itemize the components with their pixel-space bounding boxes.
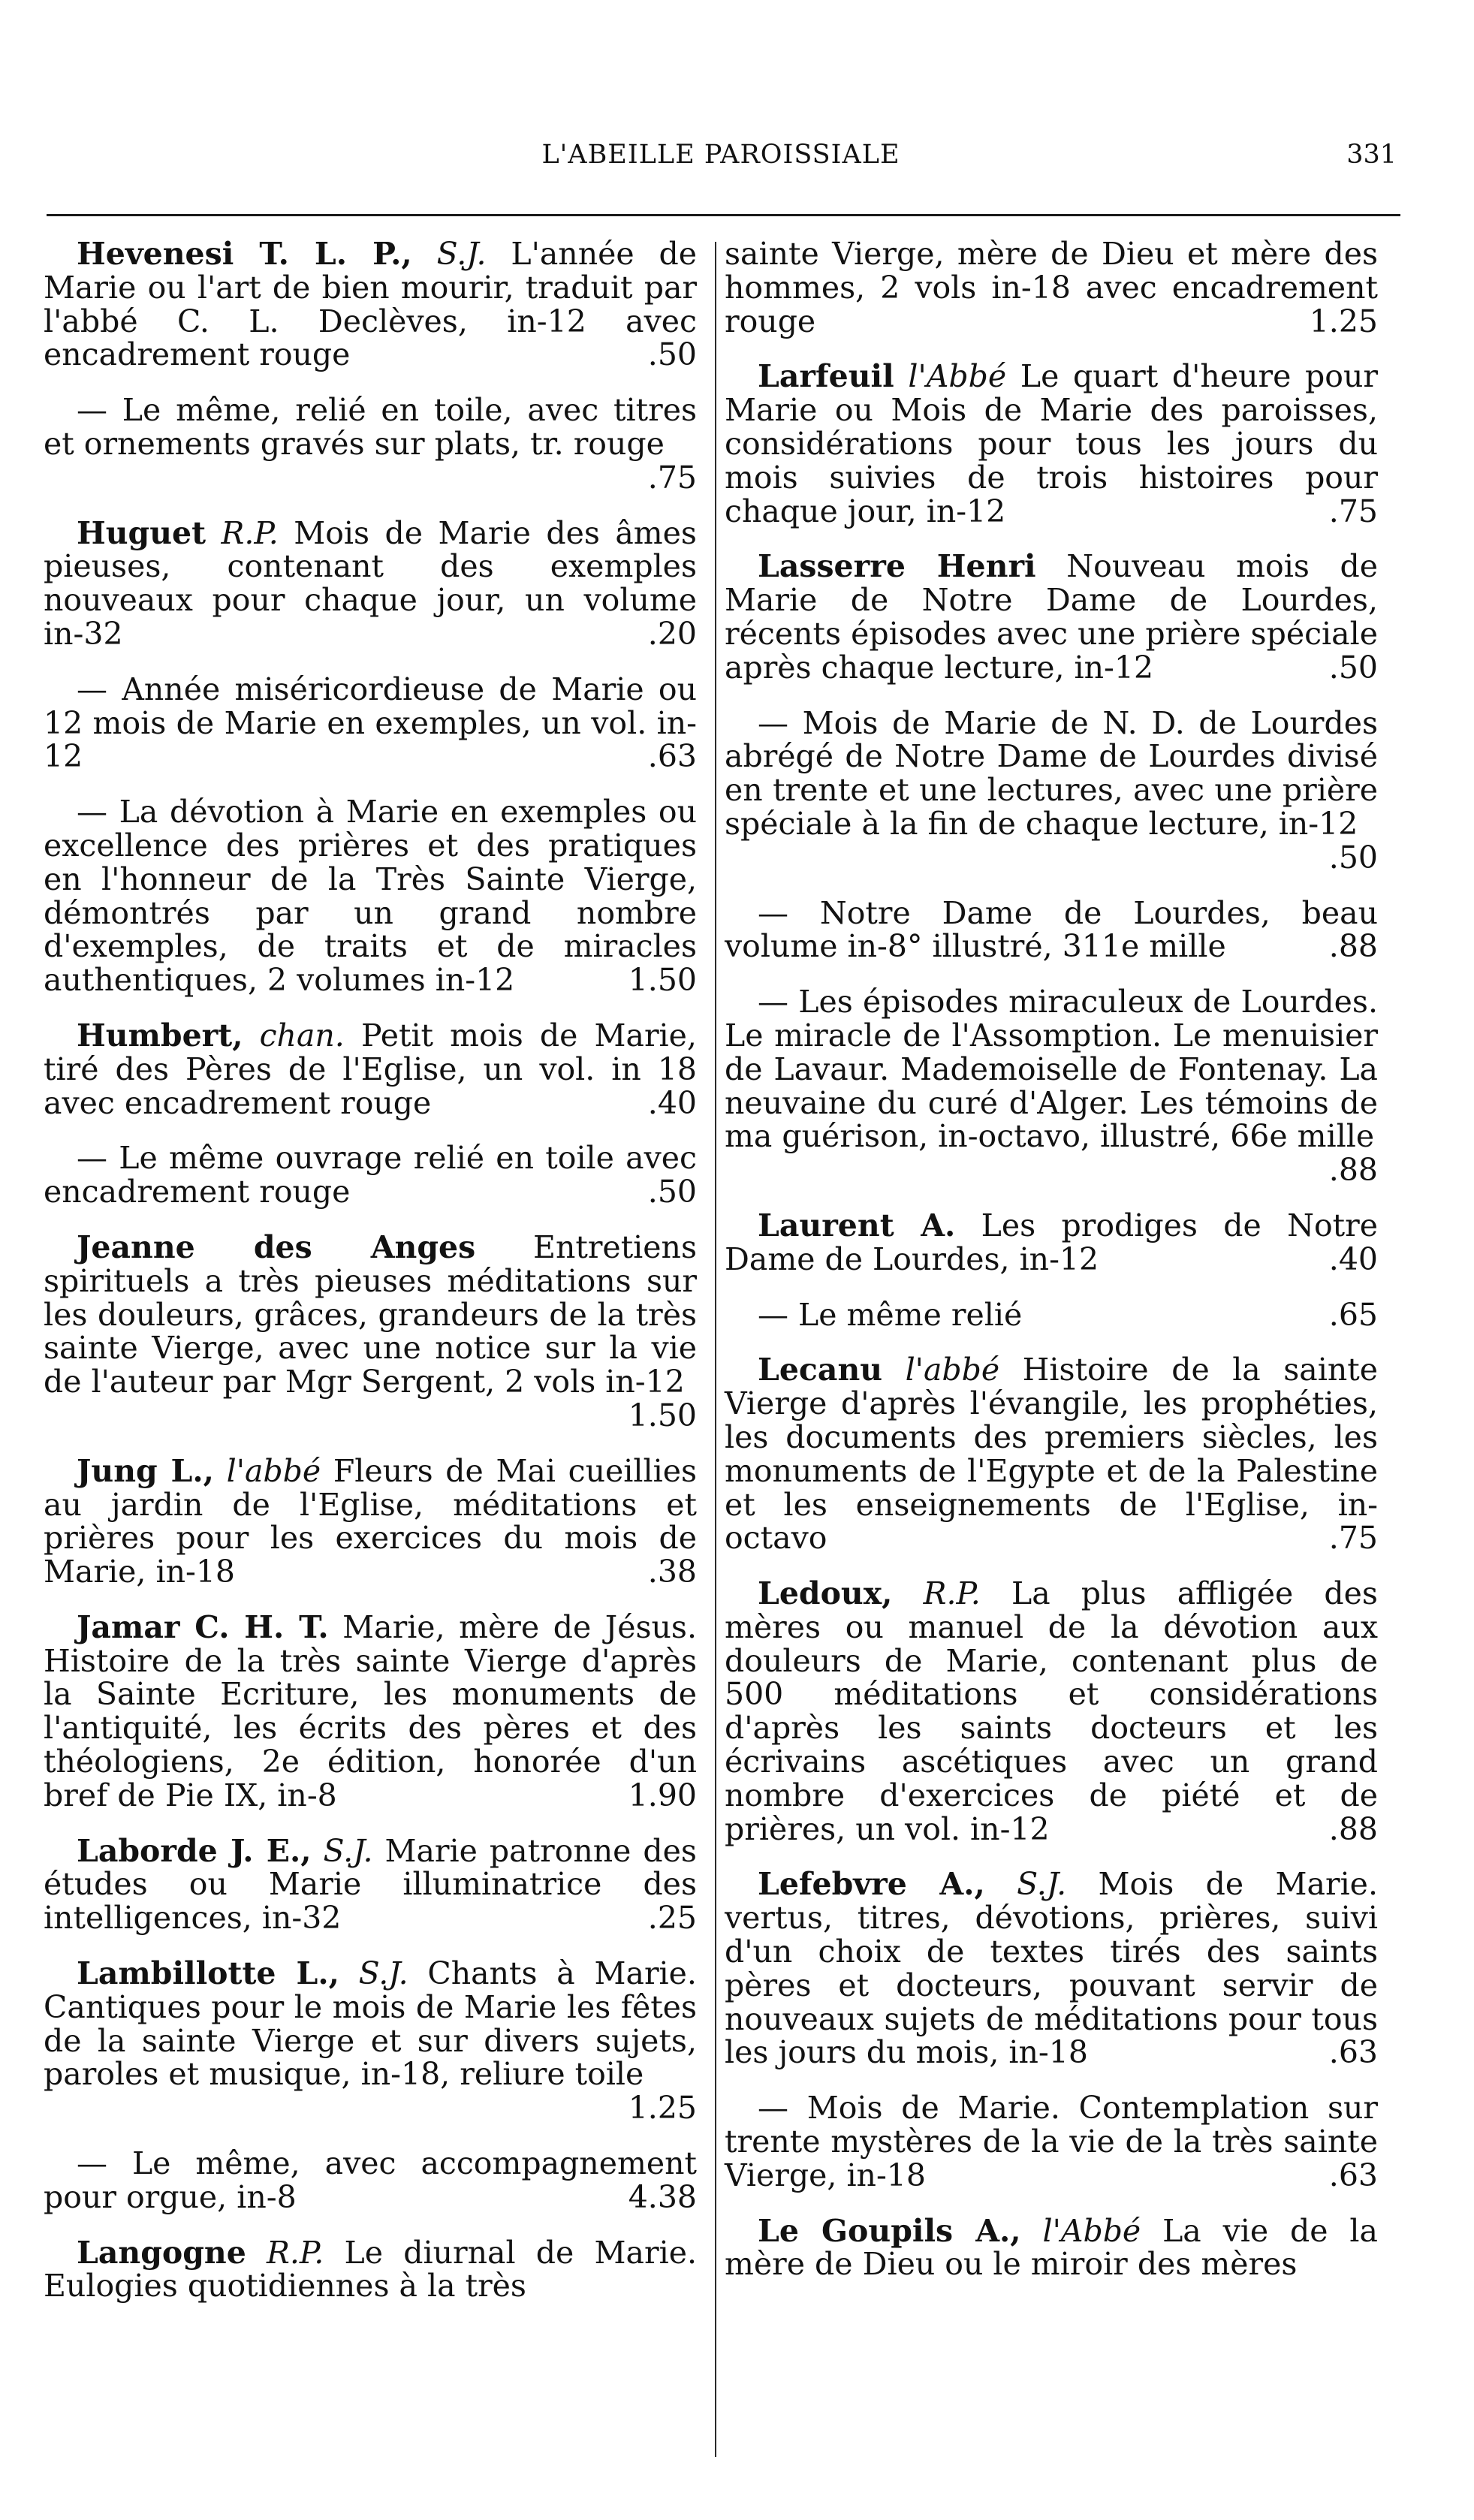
- column-divider: [715, 242, 716, 2457]
- entry-author: Le Goupils A.,: [758, 2212, 1021, 2249]
- catalog-entry: [44, 2147, 697, 2214]
- entry-text: — Le même, avec accompagnement pour orgue, in-8: [44, 2145, 697, 2215]
- entry-text: Histoire de la sainte Vierge d'après l'évangile, les prophéties, les documents des premiers siècles, les monuments de l'Egypte et de la Palestine et les enseignements de l'Eglise, in-octavo: [725, 1352, 1378, 1557]
- catalog-entry: [44, 2236, 697, 2304]
- catalog-entry: [44, 1834, 697, 1935]
- entry-text: — Le même ouvrage relié en toile avec encadrement rouge: [44, 1140, 697, 1210]
- entry-author: Lasserre Henri: [758, 548, 1036, 585]
- entry-price: .25: [647, 1900, 697, 1937]
- entry-price: 1.50: [628, 962, 697, 999]
- catalog-entry: [725, 237, 1378, 338]
- entry-text: — Le même relié: [758, 1296, 1023, 1333]
- entry-role: R.P.: [267, 2234, 324, 2271]
- catalog-entry: [725, 1577, 1378, 1846]
- entry-author: Lambillotte L.,: [77, 1955, 339, 1992]
- entry-role: S.J.: [323, 1832, 373, 1869]
- entry-price: .50: [1328, 839, 1378, 876]
- catalog-entry: [725, 1298, 1378, 1332]
- entry-text: — Les épisodes miraculeux de Lourdes. Le miracle de l'Assomption. Le menuisier de Lavaur. Mademoiselle de Fontenay. La neuvaine du curé d'Alger. Les témoins de ma guérison, in-octavo, illustré, 66e mille: [725, 984, 1378, 1155]
- entry-price: .50: [1328, 649, 1378, 686]
- catalog-entry: [44, 795, 697, 997]
- running-title: L'ABEILLE PAROISSIALE: [541, 140, 900, 170]
- catalog-entry: [725, 1867, 1378, 2069]
- entry-text: La plus affligée des mères ou manuel de la dévotion aux douleurs de Marie, contenant plus de 500 méditations et considérations d'après les saints docteurs et les écrivains ascétiques avec un grand nombre d'exercices de piété et de prières, un vol. in-12: [725, 1575, 1378, 1847]
- entry-role: R.P.: [923, 1575, 981, 1612]
- entry-role: S.J.: [1017, 1866, 1067, 1903]
- entry-author: Ledoux,: [758, 1575, 893, 1612]
- entry-price: .75: [1328, 493, 1378, 529]
- catalog-entry: [44, 1608, 698, 1813]
- entry-role: chan.: [259, 1017, 345, 1054]
- entry-text: Petit mois de Marie, tiré des Pères de l'Eglise, un vol. in 18 avec encadrement rouge: [44, 1017, 697, 1121]
- catalog-entry: [725, 1209, 1378, 1277]
- right-column: [725, 237, 1378, 2303]
- catalog-entry: [44, 393, 697, 494]
- entry-price: .75: [1328, 1520, 1378, 1557]
- catalog-entry: [44, 1141, 697, 1209]
- catalog-entry: [725, 2214, 1378, 2282]
- entry-author: Larfeuil: [758, 358, 894, 395]
- catalog-entry: [725, 985, 1378, 1187]
- entry-price: .20: [647, 615, 697, 652]
- entry-price: .50: [647, 336, 697, 373]
- entry-role: l'Abbé: [1042, 2212, 1141, 2249]
- entry-text: Nouveau mois de Marie de Notre Dame de Lourdes, récents épisodes avec une prière spéciale après chaque lecture, in-12: [725, 548, 1378, 686]
- entry-role: l'Abbé: [908, 358, 1007, 395]
- entry-text: — La dévotion à Marie en exemples ou excellence des prières et des pratiques en l'honneur de la Très Sainte Vierge, démontrés par un grand nombre d'exemples, de traits et de miracles authentiques, 2 volumes in-12: [44, 794, 697, 999]
- entry-price: .88: [1328, 1152, 1378, 1189]
- catalog-entry: [725, 704, 1378, 876]
- entry-role: l'abbé: [905, 1352, 1000, 1388]
- entry-text: Chants à Marie. Cantiques pour le mois de Marie les fêtes de la sainte Vierge et sur divers sujets, paroles et musique, in-18, reliure toile: [44, 1955, 697, 2093]
- entry-text: — Année miséricordieuse de Marie ou 12 mois de Marie en exemples, un vol. in-12: [44, 671, 697, 775]
- catalog-entry: [44, 1957, 697, 2125]
- catalog-entry: [725, 894, 1378, 965]
- entry-role: l'abbé: [226, 1452, 321, 1489]
- catalog-entry: [725, 550, 1378, 684]
- page-header: [45, 140, 1397, 185]
- entry-text: L'année de Marie ou l'art de bien mourir, traduit par l'abbé C. L. Declèves, in-12 avec encadrement rouge: [44, 236, 697, 373]
- entry-price: .88: [1328, 1810, 1378, 1847]
- entry-text: Marie, mère de Jésus. Histoire de la très sainte Vierge d'après la Sainte Ecriture, les monuments de l'antiquité, les écrits des pères et des théologiens, 2e édition, honorée d'un bref de Pie IX, in-8: [44, 1608, 698, 1813]
- entry-text: Mois de Marie. vertus, titres, dévotions, prières, suivi d'un choix de textes tirés des saints pères et docteurs, pouvant servir de nouveaux sujets de méditations pour tous les jours du mois, in-18: [725, 1866, 1378, 2071]
- entry-price: .63: [1328, 2157, 1378, 2193]
- entry-author: Laborde J. E.,: [77, 1832, 312, 1869]
- catalog-entry: [44, 1228, 697, 1433]
- entry-role: S.J.: [436, 236, 487, 272]
- entry-text: — Mois de Marie de N. D. de Lourdes abrégé de Notre Dame de Lourdes divisé en trente et une lectures, avec une prière spéciale à la fin de chaque lecture, in-12: [725, 704, 1378, 842]
- entry-price: 1.90: [628, 1777, 697, 1813]
- catalog-entry: [44, 237, 697, 372]
- entry-price: .88: [1328, 928, 1378, 965]
- entry-text: Entretiens spirituels a très pieuses méditations sur les douleurs, grâces, grandeurs de la très sainte Vierge, avec une notice sur la vie de l'auteur par Mgr Sergent, 2 vols in-12: [44, 1228, 697, 1400]
- entry-price: .50: [647, 1174, 697, 1210]
- entry-text: Mois de Marie des âmes pieuses, contenant des exemples nouveaux pour chaque jour, un volume in-32: [44, 514, 697, 652]
- entry-author: Jung L.,: [77, 1452, 214, 1489]
- entry-price: .65: [1328, 1296, 1378, 1333]
- catalog-entry: [725, 360, 1378, 528]
- catalog-entry: [725, 2091, 1378, 2192]
- entry-author: Huguet: [77, 514, 206, 551]
- entry-author: Jamar C. H. T.: [77, 1608, 329, 1645]
- catalog-entry: [725, 1353, 1378, 1555]
- entry-text: — Le même, relié en toile, avec titres et ornements gravés sur plats, tr. rouge: [44, 392, 697, 462]
- entry-text: sainte Vierge, mère de Dieu et mère des hommes, 2 vols in-18 avec encadrement rouge: [725, 236, 1378, 339]
- entry-price: 1.25: [1309, 303, 1378, 339]
- entry-price: .63: [647, 738, 697, 775]
- entry-text: Fleurs de Mai cueillies au jardin de l'Eglise, méditations et prières pour les exercices du mois de Marie, in-18: [44, 1452, 697, 1590]
- entry-text: Le diurnal de Marie. Eulogies quotidiennes à la très: [44, 2234, 697, 2304]
- entry-price: .75: [647, 459, 697, 496]
- page-number: 331: [1346, 140, 1397, 170]
- catalog-entry: [44, 1019, 697, 1120]
- entry-text: Marie patronne des études ou Marie illuminatrice des intelligences, in-32: [44, 1832, 697, 1937]
- entry-price: 1.25: [628, 2090, 697, 2127]
- entry-price: 4.38: [628, 2178, 697, 2215]
- entry-text: Le quart d'heure pour Marie ou Mois de Marie des paroisses, considérations pour tous les jours du mois suivies de trois histoires pour chaque jour, in-12: [725, 358, 1378, 529]
- entry-price: .38: [647, 1554, 697, 1590]
- left-column: [44, 237, 697, 2325]
- entry-author: Hevenesi T. L. P.,: [77, 236, 412, 272]
- entry-role: R.P.: [221, 514, 279, 551]
- entry-text: — Notre Dame de Lourdes, beau volume in-8° illustré, 311e mille: [725, 894, 1378, 965]
- entry-author: Jeanne des Anges: [77, 1228, 476, 1265]
- catalog-entry: [44, 673, 697, 773]
- entry-author: Lecanu: [758, 1352, 883, 1388]
- entry-price: 1.50: [628, 1397, 697, 1433]
- entry-text: Les prodiges de Notre Dame de Lourdes, in-12: [725, 1207, 1378, 1277]
- header-rule: [47, 214, 1400, 216]
- entry-text: La vie de la mère de Dieu ou le miroir des mères: [725, 2212, 1378, 2283]
- entry-price: .63: [1328, 2034, 1378, 2071]
- entry-author: Laurent A.: [758, 1207, 956, 1243]
- entry-price: .40: [1328, 1240, 1378, 1277]
- catalog-entry: [44, 1454, 697, 1589]
- entry-role: S.J.: [358, 1955, 408, 1992]
- entry-price: .40: [647, 1084, 697, 1121]
- catalog-entry: [44, 514, 697, 652]
- entry-author: Humbert,: [77, 1017, 243, 1054]
- entry-text: — Mois de Marie. Contemplation sur trente mystères de la vie de la très sainte Vierge, in-18: [725, 2090, 1378, 2193]
- entry-author: Lefebvre A.,: [758, 1866, 985, 1903]
- entry-author: Langogne: [77, 2234, 246, 2271]
